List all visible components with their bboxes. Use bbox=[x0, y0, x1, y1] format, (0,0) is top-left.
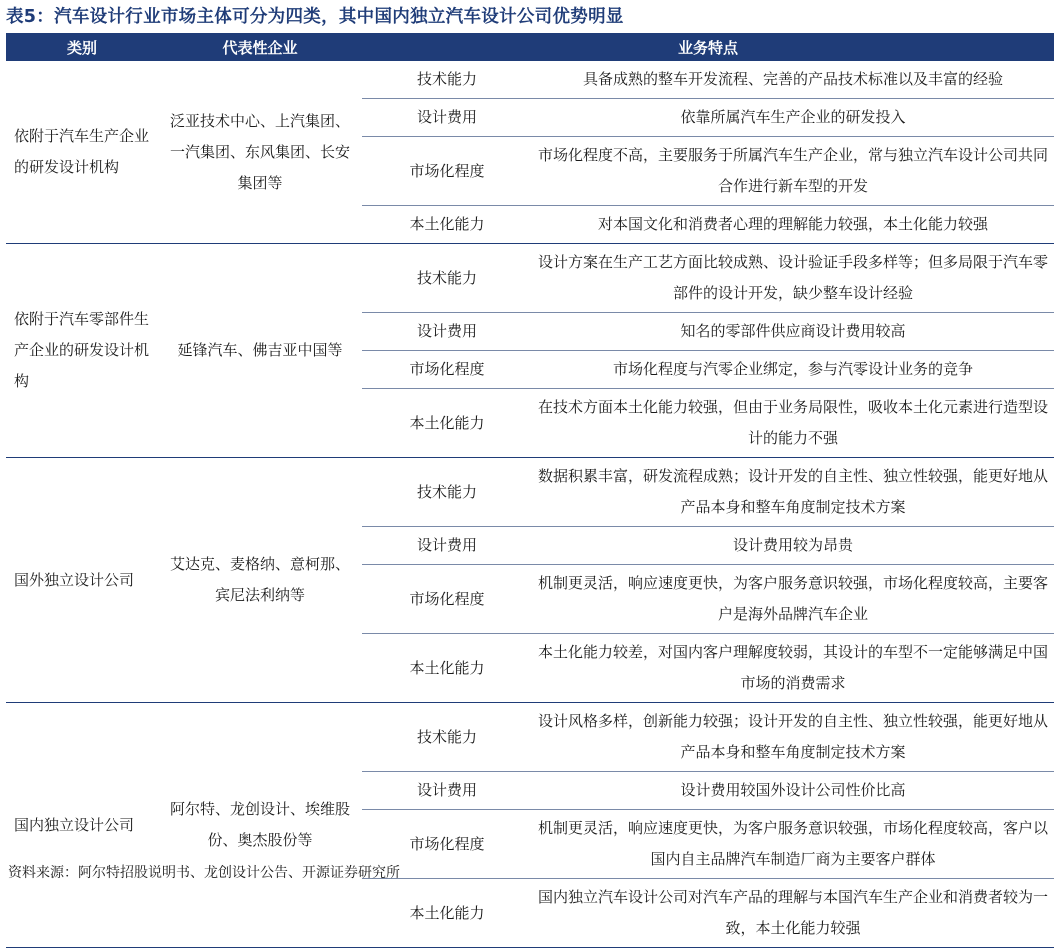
feature-label: 技术能力 bbox=[362, 703, 532, 772]
enterprise-cell: 艾达克、麦格纳、意柯那、宾尼法利纳等 bbox=[158, 458, 362, 703]
feature-label: 本土化能力 bbox=[362, 389, 532, 458]
category-cell: 国内独立设计公司 bbox=[6, 703, 158, 948]
feature-label: 设计费用 bbox=[362, 772, 532, 810]
category-cell: 依附于汽车零部件生产企业的研发设计机构 bbox=[6, 244, 158, 458]
feature-label: 设计费用 bbox=[362, 527, 532, 565]
feature-label: 技术能力 bbox=[362, 61, 532, 99]
enterprise-cell: 泛亚技术中心、上汽集团、一汽集团、东风集团、长安集团等 bbox=[158, 61, 362, 244]
feature-text: 机制更灵活，响应速度更快，为客户服务意识较强，市场化程度较高，客户以国内自主品牌汽车制造厂商为主要客户群体 bbox=[532, 810, 1054, 879]
table-row bbox=[6, 458, 1054, 527]
header-features: 业务特点 bbox=[362, 33, 1054, 61]
feature-label: 市场化程度 bbox=[362, 810, 532, 879]
feature-text: 依靠所属汽车生产企业的研发投入 bbox=[532, 99, 1054, 137]
feature-label: 本土化能力 bbox=[362, 206, 532, 244]
feature-text: 设计费用较为昂贵 bbox=[532, 527, 1054, 565]
feature-text: 对本国文化和消费者心理的理解能力较强，本土化能力较强 bbox=[532, 206, 1054, 244]
feature-text: 本土化能力较差，对国内客户理解度较弱，其设计的车型不一定能够满足中国市场的消费需求 bbox=[532, 634, 1054, 703]
feature-label: 本土化能力 bbox=[362, 879, 532, 948]
feature-label: 设计费用 bbox=[362, 99, 532, 137]
feature-text: 具备成熟的整车开发流程、完善的产品技术标准以及丰富的经验 bbox=[532, 61, 1054, 99]
feature-label: 市场化程度 bbox=[362, 351, 532, 389]
table-header-row bbox=[6, 33, 1054, 61]
feature-label: 市场化程度 bbox=[362, 137, 532, 206]
feature-label: 技术能力 bbox=[362, 244, 532, 313]
table-row bbox=[6, 244, 1054, 313]
feature-text: 国内独立汽车设计公司对汽车产品的理解与本国汽车生产企业和消费者较为一致，本土化能力较强 bbox=[532, 879, 1054, 948]
enterprise-cell: 阿尔特、龙创设计、埃维股份、奥杰股份等 bbox=[158, 703, 362, 948]
feature-text: 市场化程度不高，主要服务于所属汽车生产企业，常与独立汽车设计公司共同合作进行新车型的开发 bbox=[532, 137, 1054, 206]
table-body bbox=[6, 61, 1054, 948]
feature-label: 设计费用 bbox=[362, 313, 532, 351]
feature-text: 知名的零部件供应商设计费用较高 bbox=[532, 313, 1054, 351]
feature-text: 设计费用较国外设计公司性价比高 bbox=[532, 772, 1054, 810]
feature-text: 设计方案在生产工艺方面比较成熟、设计验证手段多样等；但多局限于汽车零部件的设计开发，缺少整车设计经验 bbox=[532, 244, 1054, 313]
category-cell: 依附于汽车生产企业的研发设计机构 bbox=[6, 61, 158, 244]
feature-label: 市场化程度 bbox=[362, 565, 532, 634]
table-row bbox=[6, 703, 1054, 772]
table-row bbox=[6, 61, 1054, 99]
features-table bbox=[6, 33, 1054, 948]
header-category: 类别 bbox=[6, 33, 158, 61]
header-enterprises: 代表性企业 bbox=[158, 33, 362, 61]
feature-text: 在技术方面本土化能力较强，但由于业务局限性，吸收本土化元素进行造型设计的能力不强 bbox=[532, 389, 1054, 458]
source-note: 资料来源：阿尔特招股说明书、龙创设计公告、开源证券研究所 bbox=[8, 865, 400, 881]
table-title: 表5：汽车设计行业市场主体可分为四类，其中国内独立汽车设计公司优势明显 bbox=[6, 7, 624, 27]
feature-text: 设计风格多样，创新能力较强；设计开发的自主性、独立性较强，能更好地从产品本身和整车角度制定技术方案 bbox=[532, 703, 1054, 772]
feature-text: 数据积累丰富，研发流程成熟；设计开发的自主性、独立性较强，能更好地从产品本身和整车角度制定技术方案 bbox=[532, 458, 1054, 527]
enterprise-cell: 延锋汽车、佛吉亚中国等 bbox=[158, 244, 362, 458]
feature-text: 市场化程度与汽零企业绑定，参与汽零设计业务的竞争 bbox=[532, 351, 1054, 389]
feature-label: 技术能力 bbox=[362, 458, 532, 527]
feature-label: 本土化能力 bbox=[362, 634, 532, 703]
feature-text: 机制更灵活，响应速度更快，为客户服务意识较强，市场化程度较高，主要客户是海外品牌汽车企业 bbox=[532, 565, 1054, 634]
category-cell: 国外独立设计公司 bbox=[6, 458, 158, 703]
